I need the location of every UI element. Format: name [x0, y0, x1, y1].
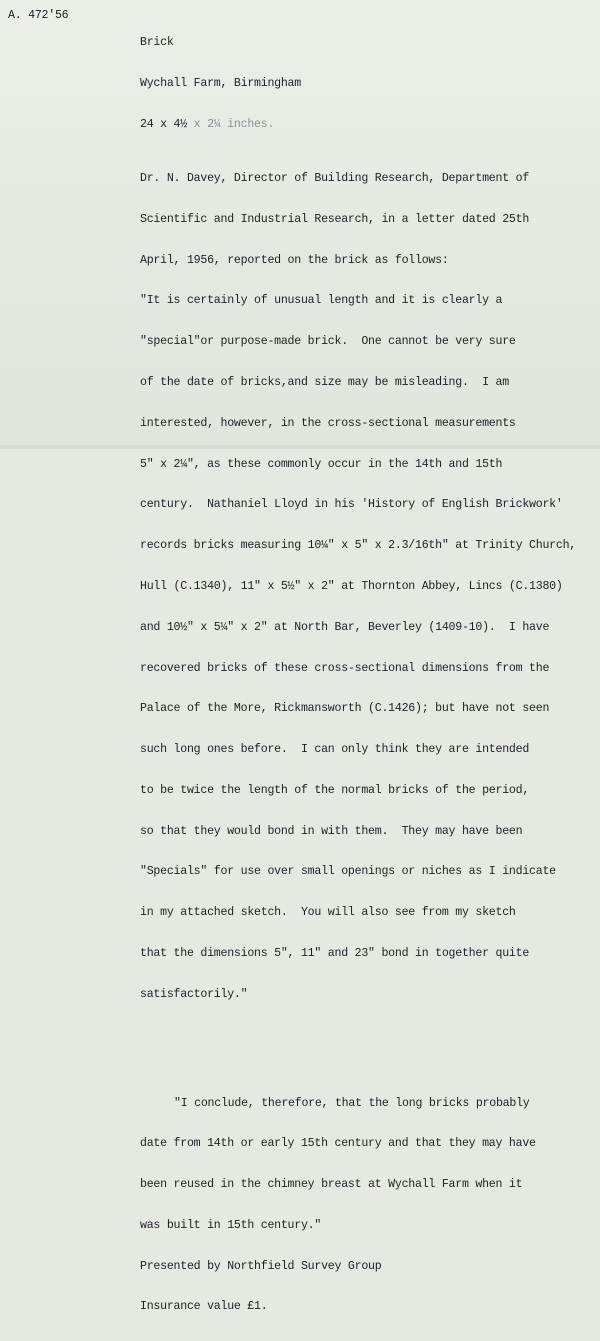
report-line: interested, however, in the cross-sectional measurements: [140, 416, 516, 430]
report-line: to be twice the length of the normal bricks of the period,: [140, 783, 530, 797]
accession-number: A. 472'56: [8, 9, 69, 22]
card-bottom-edge: [0, 445, 600, 449]
conclusion-line: was built in 15th century.": [140, 1218, 322, 1232]
report-line: and 10½" x 5¼" x 2" at North Bar, Beverley (1409-10). I have: [140, 620, 550, 634]
conclusion-line: date from 14th or early 15th century and that they may have: [140, 1137, 536, 1151]
report-line: "It is certainly of unusual length and it is clearly a: [140, 294, 503, 308]
report-line: Hull (C.1340), 11" x 5½" x 2" at Thornton Abbey, Lincs (C.1380): [140, 579, 563, 593]
conclusion-line: "I conclude, therefore, that the long bricks probably: [174, 1096, 530, 1110]
report-line: satisfactorily.": [140, 987, 248, 1001]
object-location: Wychall Farm, Birmingham: [140, 76, 301, 90]
report-line: 5" x 2¼", as these commonly occur in the 14th and 15th: [140, 457, 503, 471]
report-line: "Specials" for use over small openings or niches as I indicate: [140, 865, 556, 879]
report-line: Palace of the More, Rickmansworth (C.1426); but have not seen: [140, 702, 550, 716]
dimensions-visible: 24 x 4½: [140, 117, 187, 131]
report-line: Dr. N. Davey, Director of Building Research, Department of: [140, 172, 530, 186]
object-dimensions: [140, 118, 576, 132]
report-line: that the dimensions 5", 11" and 23" bond in together quite: [140, 946, 530, 960]
report-line: such long ones before. I can only think they are intended: [140, 743, 530, 757]
report-line: century. Nathaniel Lloyd in his 'History of English Brickwork': [140, 498, 563, 512]
report-line: Scientific and Industrial Research, in a letter dated 25th: [140, 212, 530, 226]
report-line: so that they would bond in with them. They may have been: [140, 824, 523, 838]
report-line: of the date of bricks,and size may be misleading. I am: [140, 376, 509, 390]
report-line: recovered bricks of these cross-sectional dimensions from the: [140, 661, 550, 675]
conclusion-line: been reused in the chimney breast at Wychall Farm when it: [140, 1178, 523, 1192]
dimensions-faded: x 2¼ inches.: [186, 117, 275, 131]
card-body: [140, 9, 576, 1341]
object-title: Brick: [140, 36, 174, 50]
report-line: "special"or purpose-made brick. One cannot be very sure: [140, 335, 516, 349]
report-line: in my attached sketch. You will also see from my sketch: [140, 906, 516, 920]
presented-by: Presented by Northfield Survey Group: [140, 1259, 382, 1273]
insurance-value: Insurance value £1.: [140, 1300, 268, 1314]
report-line: April, 1956, reported on the brick as follows:: [140, 253, 449, 267]
report-line: records bricks measuring 10¼" x 5" x 2.3/16th" at Trinity Church,: [140, 539, 576, 553]
paragraph-gap: [140, 1042, 576, 1056]
